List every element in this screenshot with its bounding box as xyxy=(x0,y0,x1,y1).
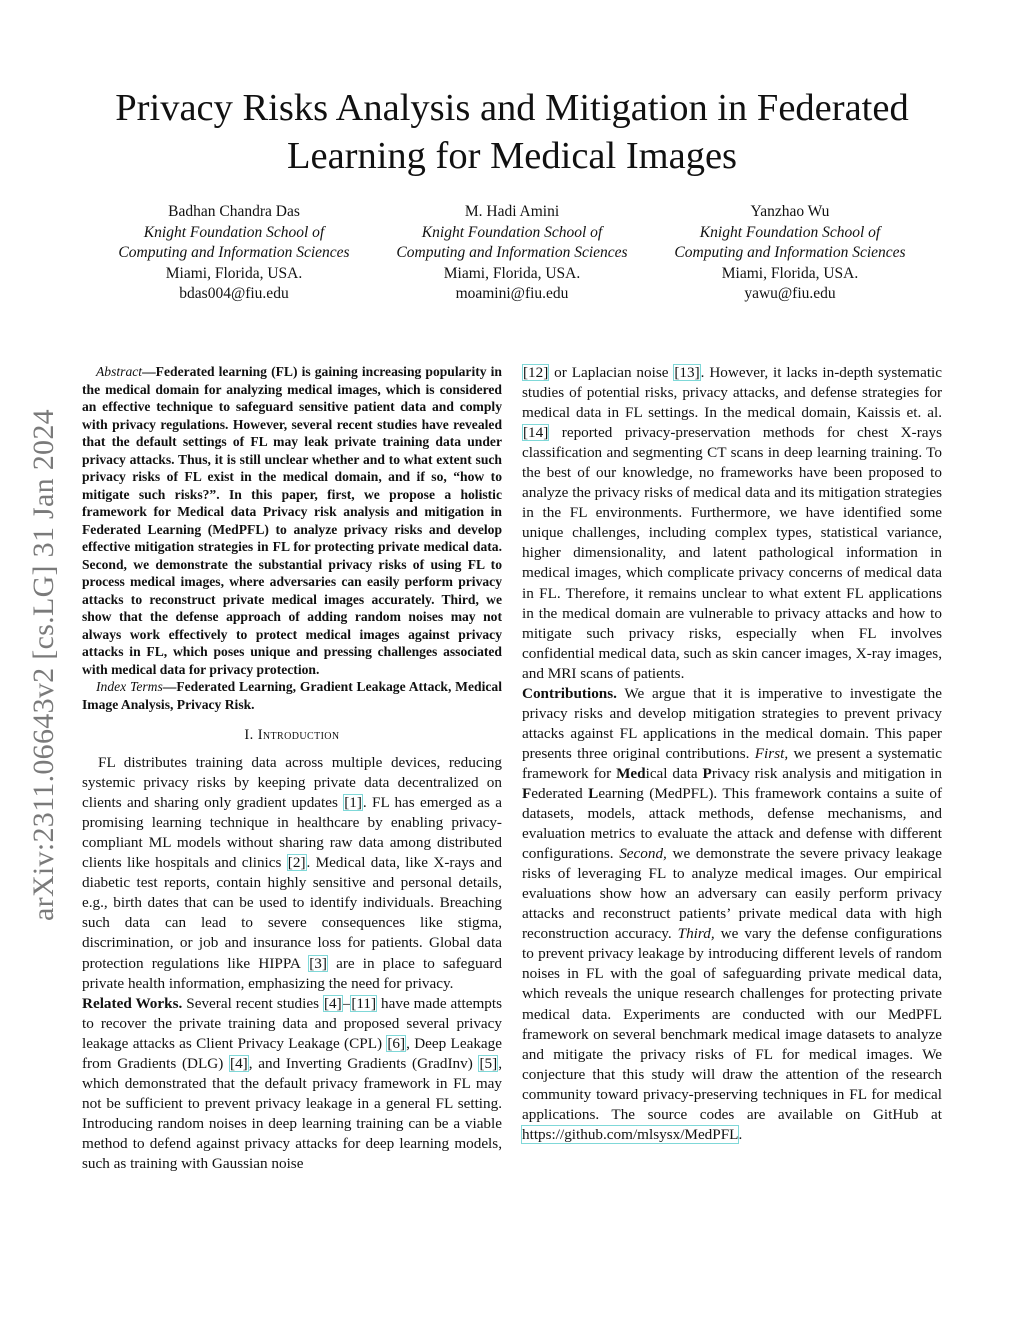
author-1 xyxy=(100,202,368,305)
text-run: , which demonstrated that the default privacy framework in FL may not be sufficient to prevent privacy leakage in a general FL setting. Introducing random noises in deep learning training can be a viable method to defend against privacy attacks for deep learning models, such as training with Gaussian noise xyxy=(82,1054,502,1172)
text-run: L xyxy=(588,784,599,802)
text-run: . Medical data, like X-rays and diabetic test reports, contain highly sensitive and personal details, e.g., birth dates that can be used to identify individuals. Breaching such data can lead to severe consequences like stigma, discrimination, or job and insurance loss for patients. Global data protection regulations like HIPPA xyxy=(82,854,502,972)
author-name: Yanzhao Wu xyxy=(750,203,830,220)
citation-link[interactable]: [2] xyxy=(287,854,306,872)
left-column xyxy=(82,363,502,1174)
text-run: we present a systematic framework for xyxy=(522,744,943,782)
text-run: we demonstrate the severe privacy leakage risks of leveraging FL to analyze medical images. Our empirical evaluations show how an adversary can easily perform privacy attacks and reconstruct patients’ private medical data with high reconstruction accuracy. xyxy=(522,845,942,943)
text-run: P xyxy=(702,764,712,782)
text-run: . xyxy=(738,1125,743,1143)
text-run: , Deep Leakage from Gradients (DLG) xyxy=(82,1034,502,1072)
citation-link[interactable]: [3] xyxy=(309,954,327,972)
text-run: ederated xyxy=(531,784,589,802)
text-run: reported privacy-preservation methods for chest X-rays classification and segmenting CT scans in deep learning training. To the best of our knowledge, no frameworks have been proposed to analyze the privacy risks of medical data and its mitigation strategies in the FL environments. Furthermore, we have identified some unique challenges, including complex types, statistical variance, higher dimensionality, and latent pathological information in medical images, which complicate privacy concerns of medical data in FL. Therefore, it remains unclear to what extent FL applications in the medical domain are vulnerable to privacy attacks and how to mitigate such privacy risks, especially when FL involves confidential medical data, such as skin cancer images, X-ray images, and MRI scans of patients. xyxy=(522,424,942,682)
abstract xyxy=(82,363,502,678)
text-run: Med xyxy=(616,764,646,782)
citation-link[interactable]: [11] xyxy=(351,994,377,1012)
author-2 xyxy=(378,202,646,305)
text-run: . However, it lacks in-depth systematic studies of potential risks, privacy attacks, and defense strategies for medical data in FL settings. In the medical domain, Kaissis et. al. xyxy=(522,364,943,422)
text-run: . FL has emerged as a promising learning technique in healthcare by enabling privacy-compliant ML models without sharing raw data among distributed clients like hospitals and clinics xyxy=(82,794,502,872)
text-run: , and Inverting Gradients (GradInv) xyxy=(248,1054,479,1072)
author-affiliation: Knight Foundation School of Computing and Information Sciences xyxy=(674,223,906,261)
text-run: Several recent studies xyxy=(182,994,323,1012)
arxiv-identifier: arXiv:2311.06643v2 [cs.LG] 31 Jan 2024 xyxy=(27,409,61,921)
text-run: Third, xyxy=(677,925,715,943)
text-run: – xyxy=(342,994,351,1012)
text-run: First, xyxy=(754,744,789,762)
github-link[interactable]: https://github.com/mlsysx/MedPFL xyxy=(522,1125,739,1143)
text-run: earning (MedPFL). This framework contains a suite of datasets, models, attack methods, defense mechanisms, and evaluation metrics to evaluate the attack and defense with different configurations. xyxy=(522,784,942,863)
citation-link[interactable]: [4] xyxy=(324,994,342,1012)
section-heading xyxy=(82,725,502,745)
text-run: We argue that it is imperative to investigate the privacy risks and develop mitigation strategies to prevent privacy attacks against FL applications in the medical domain. This paper presents three original contributions. xyxy=(522,684,942,762)
contributions-paragraph xyxy=(522,684,942,1145)
text-run: Second, xyxy=(619,845,667,863)
citation-link[interactable]: [6] xyxy=(387,1034,406,1052)
citation-link[interactable]: [14] xyxy=(523,424,549,442)
author-location: Miami, Florida, USA. xyxy=(443,264,581,282)
author-email[interactable]: moamini@fiu.edu xyxy=(455,285,569,302)
section-title: Introduction xyxy=(257,727,340,743)
citation-link[interactable]: [12] xyxy=(523,364,549,381)
text-run: or Laplacian noise xyxy=(549,364,674,381)
index-terms xyxy=(82,678,502,713)
author-location: Miami, Florida, USA. xyxy=(721,264,859,282)
index-terms-label: Index Terms xyxy=(96,679,163,694)
author-location: Miami, Florida, USA. xyxy=(165,264,303,282)
author-email[interactable]: bdas004@fiu.edu xyxy=(179,285,289,302)
text-run: we vary the defense configurations to prevent privacy leakage by introducing different levels of random noises in FL with the goal of safeguarding private medical data, which reveals the unique research challenges for protecting private medical data. Experiments are conducted with our MedPFL framework on several benchmark medical image datasets to analyze and mitigate the privacy risks of FL for medical images. We conjecture that this study will draw the attention of the research community toward privacy-preserving techniques in FL for medical applications. The source codes are available on GitHub at xyxy=(522,925,942,1123)
citation-link[interactable]: [4] xyxy=(230,1054,248,1072)
right-column xyxy=(522,363,942,1145)
related-works-continued xyxy=(522,363,942,684)
paper-title: Privacy Risks Analysis and Mitigation in Federated Learning for Medical Images xyxy=(115,87,909,177)
citation-link[interactable]: [5] xyxy=(479,1054,498,1072)
related-works-label: Related Works. xyxy=(82,994,183,1012)
text-run: are in place to safeguard private health information, emphasizing the need for privacy. xyxy=(82,954,503,992)
citation-link[interactable]: [1] xyxy=(344,794,362,812)
author-affiliation: Knight Foundation School of Computing and Information Sciences xyxy=(396,223,628,261)
intro-paragraph xyxy=(82,753,502,994)
author-name: M. Hadi Amini xyxy=(464,203,560,220)
author-name: Badhan Chandra Das xyxy=(168,203,300,220)
author-email[interactable]: yawu@fiu.edu xyxy=(744,285,836,302)
author-block xyxy=(100,202,924,305)
abstract-label: Abstract xyxy=(96,364,143,379)
text-run: F xyxy=(522,784,532,802)
arxiv-sidebar xyxy=(24,360,64,970)
text-run: FL distributes training data across multiple devices, reducing systemic privacy risks by keeping private data decentralized on clients and sharing only gradient updates xyxy=(82,754,502,812)
author-affiliation: Knight Foundation School of Computing and Information Sciences xyxy=(118,223,350,261)
citation-link[interactable]: [13] xyxy=(674,364,700,381)
contributions-label: Contributions. xyxy=(522,684,617,702)
text-run: ical data xyxy=(645,764,703,782)
author-3 xyxy=(656,202,924,305)
text-run: have made attempts to recover the private training data and proposed several privacy leakage attacks as Client Privacy Leakage (CPL) xyxy=(82,994,502,1052)
index-terms-text: —Federated Learning, Gradient Leakage Attack, Medical Image Analysis, Privacy Risk. xyxy=(82,679,502,712)
text-run: rivacy risk analysis and mitigation in xyxy=(711,764,942,782)
related-works-paragraph xyxy=(82,994,502,1174)
abstract-text: —Federated learning (FL) is gaining increasing popularity in the medical domain for analyzing medical images, which is considered an effective technique to safeguard sensitive patient data and comply with privacy regulations. However, several recent studies have revealed that the default settings of FL may leak private training data under privacy attacks. Thus, it is still unclear whether and to what extent such privacy risks of FL exist in the medical domain, and if so, “how to mitigate such risks?”. In this paper, first, we propose a holistic framework for Medical data Privacy risk analysis and mitigation in Federated Learning (MedPFL) to analyze privacy risks and develop effective mitigation strategies in FL for protecting private medical data. Second, we demonstrate the substantial privacy risks of using FL to process medical images, where adversaries can easily perform privacy attacks to reconstruct private medical images accurately. Third, we show that the defense approach of adding random noises may not always work effectively to protect medical images against privacy attacks in FL, which poses unique and pressing challenges associated with medical data for privacy protection. xyxy=(82,364,502,677)
section-numeral: I. xyxy=(244,727,258,743)
